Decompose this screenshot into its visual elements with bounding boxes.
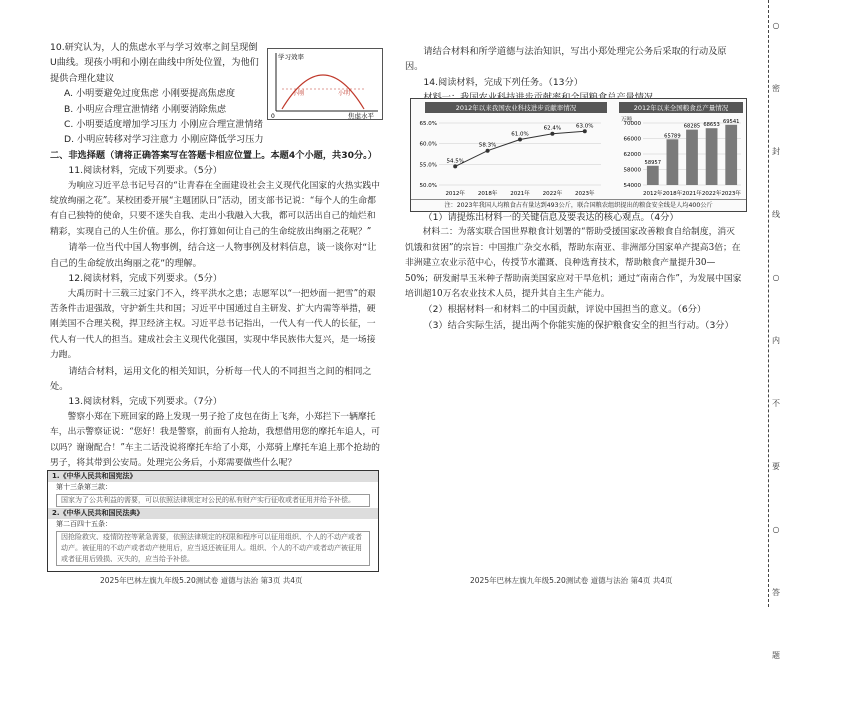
line-data-label: 54.5% (446, 158, 464, 165)
question-10-stem: 10.研究认为，人的焦虑水平与学习效率之间呈现倒U曲线。现孩小明和小刚在曲线中所处位置，为他们提供合理化建议 (50, 42, 259, 84)
seal-hole: ○ (772, 21, 780, 30)
origin-label: 0 (271, 113, 275, 119)
line-point (453, 164, 457, 168)
right-page-body (405, 210, 743, 333)
right-page-top (405, 44, 743, 106)
line-y-tick: 55.0% (419, 162, 437, 169)
law-2-title: 2.《中华人民共和国民法典》 (48, 508, 378, 519)
question-13-material: 警察小郑在下班回家的路上发现一男子抢了皮包在街上飞奔，小郑拦下一辆摩托车，出示警察证说：“您好！我是警察，前面有人抢劫，我想借用您的摩托车追人，可以吗？谢谢配合！”车主二话没说将摩托车给了小郑，小郑骑上摩托车追上那个抢劫的男子，将其带到公安局。处理完公务后，小郑需要做些什么呢？ (50, 411, 380, 468)
charts-svg (411, 99, 746, 199)
line-x-tick: 2023年 (575, 191, 595, 197)
line-data-label: 58.3% (478, 142, 497, 149)
question-12-material: 大禹历时十三载三过家门不入，终平洪水之患；志愿军以“一把炒面一把雪”的艰苦条件击退强敌，守护新生共和国；习近平中国通过自主研发、扩大内需等举措，硬刚美国不合理关税，捍卫经济主权。习近平总书记指出，一代人有一代人的长征，一代人有一代人的担当。建成社会主义现代化强国，实现中华民族伟大复兴，是一场接力跑。 (50, 288, 376, 361)
question-12-title: 12.阅读材料，完成下列要求。（5分） (68, 273, 223, 285)
bar-data-label: 65789 (664, 133, 681, 140)
line-y-tick: 50.0% (419, 183, 437, 189)
bar-data-label: 68285 (683, 123, 701, 130)
line-y-tick: 60.0% (419, 141, 437, 148)
seal-char: 线 (772, 210, 780, 219)
option-d: D. 小明应转移对学习注意力 小刚应降低学习压力 (64, 134, 264, 146)
bar-x-tick: 2023年 (721, 191, 741, 197)
seal-char: 要 (772, 462, 780, 471)
law-1-article: 第十三条第三款： (56, 483, 112, 491)
line-point (518, 138, 522, 142)
line-point (550, 132, 554, 136)
line-y-tick: 65.0% (419, 121, 437, 127)
seal-hole: ○ (772, 273, 780, 282)
bar-x-tick: 2022年 (701, 191, 722, 197)
question-11-task: 请举一位当代中国人物事例，结合这一人物事例及材料信息，谈一谈你对“让自己的生命绽放出绚丽之花”的理解。 (50, 242, 377, 269)
material-1-charts (410, 98, 747, 212)
bar-chart-title: 2012年以来全国粮食总产量情况 (633, 104, 729, 112)
point-a-label: 小刚 (292, 90, 305, 97)
anxiety-efficiency-chart (267, 48, 383, 120)
seal-hole: ○ (772, 525, 780, 534)
bar-data-label: 69541 (722, 118, 740, 125)
line-x-tick: 2018年 (477, 191, 498, 197)
question-13-title: 13.阅读材料，完成下列要求。（7分） (68, 396, 223, 408)
line-data-label: 63.0% (576, 123, 594, 130)
section-2-heading: 二、非选择题（请将正确答案写在答题卡相应位置上。本题4个小题，共30分。） (50, 149, 377, 161)
point-b-label: 小明 (338, 90, 351, 97)
bar-data-label: 58957 (644, 159, 662, 166)
bar-x-tick: 2012年 (643, 191, 663, 197)
line-data-label: 61.0% (511, 131, 529, 138)
bar-x-tick: 2021年 (682, 191, 702, 197)
option-b: B. 小明应合理宣泄情绪 小刚要消除焦虑 (64, 103, 227, 115)
left-footer: 2025年巴林左旗九年级5.20测试卷 道德与法治 第3页 共4页 (100, 576, 303, 585)
bar (725, 125, 737, 185)
bar-y-tick: 62000 (623, 152, 641, 158)
law-2-text: 因抢险救灾、疫情防控等紧急需要，依照法律规定的权限和程序可以征用组织、个人的不动产或者动产。被征用的不动产或者动产使用后，应当返还被征用人。组织、个人的不动产或者动产被征用或者征用后毁损、灭失的，应当给予补偿。 (56, 531, 370, 566)
task-1: （1）请提炼出材料一的关键信息及要表达的核心观点。（4分） (423, 212, 679, 223)
anxiety-curve-svg (268, 49, 382, 119)
line-chart-title: 2012年以来我国农业科技进步贡献率情况 (455, 104, 577, 112)
seal-char: 答 (772, 588, 780, 597)
seal-char: 内 (772, 336, 780, 345)
bar-y-label: 万吨 (621, 117, 633, 123)
bar-x-tick: 2018年 (662, 191, 683, 197)
law-1-text: 国家为了公共利益的需要，可以依照法律规定对公民的私有财产实行征收或者征用并给予补偿。 (56, 494, 370, 507)
option-c: C. 小明要适度增加学习压力 小刚应合理宣泄情绪 (64, 119, 263, 131)
law-1-title: 1.《中华人民共和国宪法》 (48, 471, 378, 482)
bar (647, 166, 659, 185)
line-x-tick: 2021年 (510, 191, 530, 197)
option-a: A. 小明要避免过度焦虑 小刚要提高焦虑度 (64, 88, 236, 100)
seal-char: 密 (772, 84, 780, 93)
bar-y-tick: 66000 (623, 136, 641, 143)
question-11-material: 为响应习近平总书记号召的“让青春在全面建设社会主义现代化国家的火热实践中绽放绚丽之花”。某校团委开展“主题团队日”活动，团支部书记说：“每个人的生命都有自己独特的使命，只要不迷失自我、走出小我融入大我，都可以活出自己的灿烂和精彩，实现自己的人生价值。那么，你打算如何让自己的生命绽放出绚丽之花呢？” (50, 180, 380, 237)
line-x-tick: 2012年 (445, 191, 465, 197)
chart-footnote: 注：2023年我国人均粮食占有量达到493公斤，联合国粮农组织提出的粮食安全线是人均400公斤 (411, 199, 746, 211)
material-2: 材料二：为落实联合国世界粮食计划署的“帮助受援国家改善粮食自给制度，消灭饥饿和贫困”的宗旨：中国推广杂交水稻，帮助东南亚、非洲部分国家单产提高3倍；在非洲建立农业示范中心，传授节水灌溉、良种选育技术，帮助粮食产量提升30—50%；研发耐旱玉米种子帮助南美国家应对干旱危机；通过“南南合作”，为发展中国家培训超10万名农业技术人员，提升其自主生产能力。 (405, 227, 742, 300)
line-x-tick: 2022年 (542, 191, 563, 197)
question-12-task: 请结合材料，运用文化的相关知识，分析每一代人的不同担当之间的相同之处。 (50, 365, 372, 392)
seal-char: 封 (772, 147, 780, 156)
task-3: （3）结合实际生活，提出两个你能实施的保护粮食安全的担当行动。（3分） (423, 319, 734, 331)
line-point (486, 149, 490, 153)
y-axis-label: 学习效率 (278, 53, 304, 61)
task-2: （2）根据材料一和材料二的中国贡献，评说中国担当的意义。（6分） (423, 304, 707, 316)
bar-y-tick: 58000 (623, 167, 641, 174)
bar (706, 128, 718, 185)
question-14-title: 14.阅读材料，完成下列任务。（13分） (423, 76, 583, 88)
right-footer: 2025年巴林左旗九年级5.20测试卷 道德与法治 第4页 共4页 (470, 576, 673, 585)
question-13-task: 请结合材料和所学道德与法治知识，写出小郑处理完公务后采取的行动及原因。 (405, 46, 727, 73)
bar-data-label: 68653 (703, 122, 720, 129)
seal-char: 题 (772, 651, 780, 660)
law-2-article: 第二百四十五条： (56, 520, 112, 528)
bar (667, 139, 679, 185)
line-data-label: 62.4% (543, 125, 562, 132)
seal-text (770, 20, 782, 713)
line-point (583, 129, 587, 133)
question-11-title: 11.阅读材料，完成下列要求。（5分） (68, 165, 223, 177)
x-axis-label: 焦虑水平 (348, 112, 374, 119)
bar-y-tick: 70000 (623, 121, 641, 127)
law-excerpt-box (47, 470, 379, 572)
bar (686, 130, 698, 185)
bar-y-tick: 54000 (623, 183, 641, 189)
seal-char: 不 (772, 399, 780, 408)
